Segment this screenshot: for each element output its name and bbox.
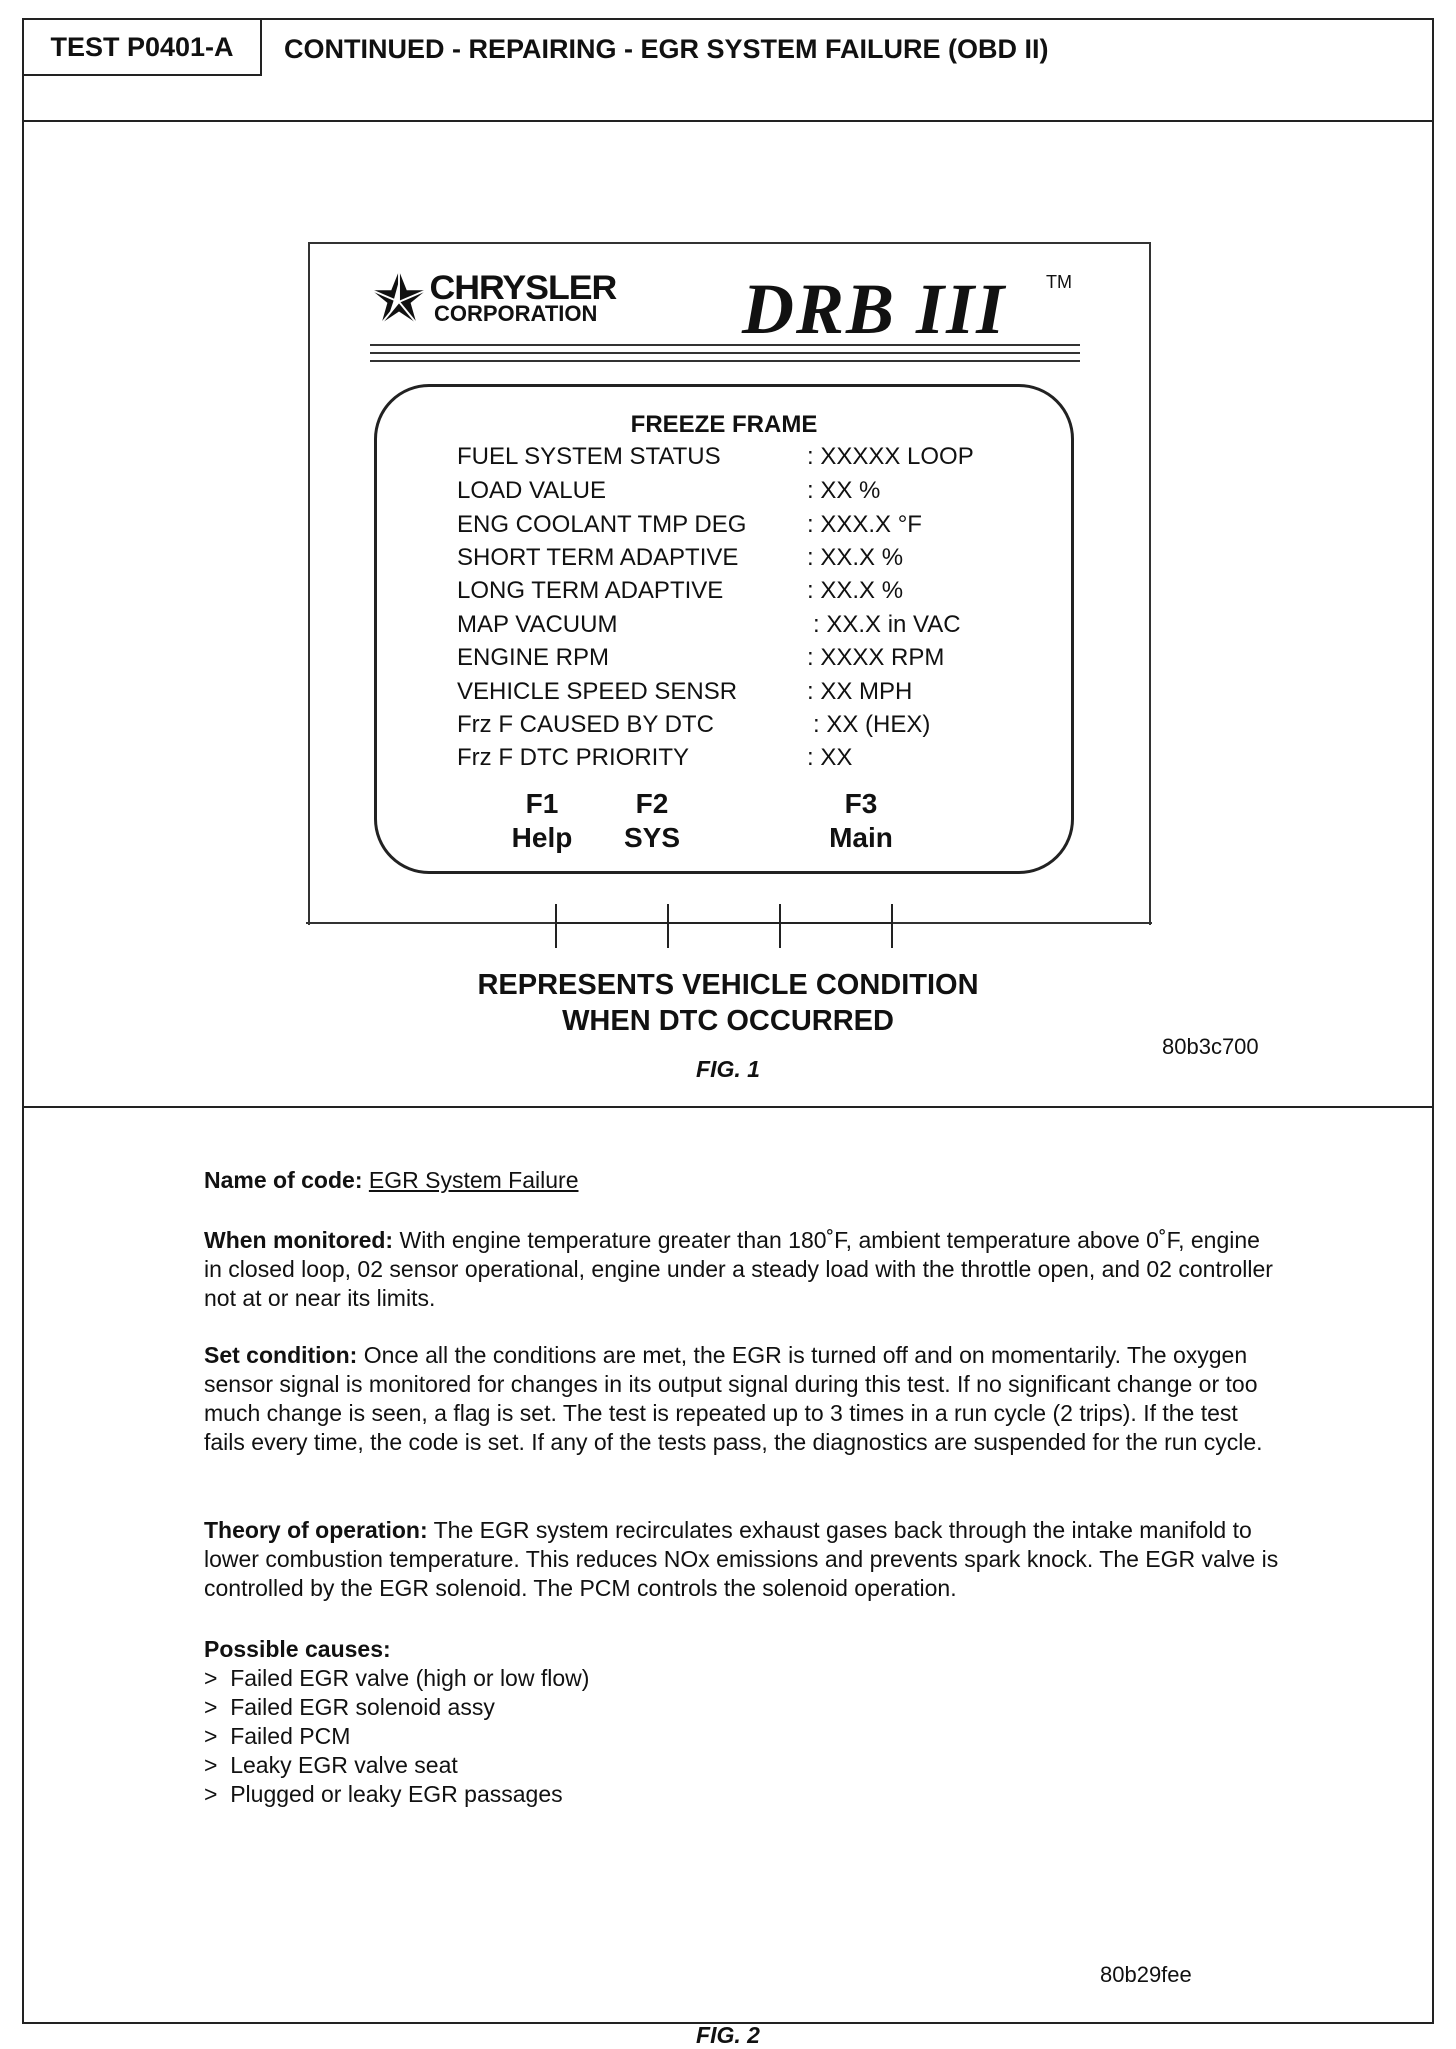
annotation-line-2: WHEN DTC OCCURRED [562,1005,894,1037]
logo-text [429,269,617,326]
possible-causes-heading [204,1635,1284,1664]
row-value: : XX.X % [807,577,904,604]
list-item: > Failed EGR solenoid assy [204,1693,589,1722]
annotation-line-1: REPRESENTS VEHICLE CONDITION [477,969,979,1001]
divider-rule [370,360,1080,362]
test-id: TEST P0401-A [50,31,234,62]
figure-2-caption: FIG. 2 [696,2022,760,2048]
row-value: : XXX.X °F [807,511,922,538]
name-of-code-label: Name of code: [204,1167,363,1193]
when-monitored-paragraph [204,1226,1284,1313]
row-label: LOAD VALUE [457,477,606,504]
f2-sys-key [592,787,712,855]
freeze-frame-row [457,644,1057,674]
condition-annotation [24,967,1432,1039]
freeze-frame-row [457,711,1057,741]
row-label: MAP VACUUM [457,611,618,638]
name-of-code-paragraph [204,1166,1284,1195]
drb-brand: DRB III [742,269,1007,349]
set-condition-text: Once all the conditions are met, the EGR is turned off and on momentarily. The oxygen sensor signal is monitored for changes in its output signal during this test. If no significant change or too much change is seen, a flag is set. The test is repeated up to 3 times in a run cycle (2 trips). If the test fails every time, the code is set. If any of the tests pass, the diagnostics are suspended for the run cycle. [204,1342,1263,1455]
freeze-frame-row [457,611,1057,641]
row-value: : XX.X % [807,544,904,571]
pentastar-icon [370,269,428,327]
callout-tick [779,904,781,948]
row-label: SHORT TERM ADAPTIVE [457,544,739,571]
f2-key-label: F2 [635,788,669,819]
freeze-frame-title: FREEZE FRAME [630,411,818,438]
row-value: : XX MPH [807,678,913,705]
list-item: > Leaky EGR valve seat [204,1751,589,1780]
freeze-frame-row [457,443,1057,473]
when-monitored-text: With engine temperature greater than 180˚F, ambient temperature above 0˚F, engine in closed loop, 02 sensor operational, engine under a steady load with the throttle open, and 02 controller not at or near its limits. [204,1227,1273,1311]
row-value: : XXXX RPM [807,644,945,671]
theory-paragraph [204,1516,1284,1603]
set-condition-paragraph [204,1341,1284,1457]
freeze-frame-row [457,744,1057,774]
divider-rule [370,352,1080,354]
freeze-frame-row [457,511,1057,541]
row-label: LONG TERM ADAPTIVE [457,577,724,604]
drb-panel [308,242,1151,925]
figure-1-code: 80b3c700 [1162,1034,1259,1059]
logo-line-corporation: CORPORATION [434,301,598,326]
f1-key-action: Help [511,822,573,853]
row-value: : XX [807,744,853,771]
row-label: Frz F DTC PRIORITY [457,744,689,771]
freeze-frame-row [457,544,1057,574]
theory-label: Theory of operation: [204,1517,428,1543]
callout-bracket [555,922,893,924]
set-condition-label: Set condition: [204,1342,358,1368]
freeze-frame-screen [374,384,1074,874]
test-id-box [24,20,262,76]
figure-2-section [24,1108,1432,2048]
row-label: ENG COOLANT TMP DEG [457,511,747,538]
row-value: : XXXXX LOOP [807,443,974,470]
row-value: : XX.X in VAC [813,611,961,638]
theory-text: The EGR system recirculates exhaust gases back through the intake manifold to lower combustion temperature. This reduces NOx emissions and prevents spark knock. The EGR valve is controlled by the EGR solenoid. The PCM controls the solenoid operation. [204,1517,1279,1601]
freeze-frame-row [457,477,1057,507]
row-label: Frz F CAUSED BY DTC [457,711,714,738]
list-item: > Plugged or leaky EGR passages [204,1780,589,1809]
list-item: > Failed PCM [204,1722,589,1751]
f3-main-key [801,787,921,855]
f1-help-key [482,787,602,855]
f3-key-action: Main [829,822,893,853]
row-label: VEHICLE SPEED SENSR [457,678,738,705]
callout-tick [891,904,893,948]
figure-1-caption: FIG. 1 [696,1056,760,1082]
row-value: : XX % [807,477,881,504]
page-title: CONTINUED - REPAIRING - EGR SYSTEM FAILURE (OBD II) [284,34,1049,64]
name-of-code-value: EGR System Failure [368,1167,579,1193]
figure-2-code: 80b29fee [1100,1962,1192,1987]
chrysler-logo [370,269,617,327]
f3-key-label: F3 [844,788,878,819]
f1-key-label: F1 [525,788,559,819]
logo-line-chrysler: CHRYSLER [429,269,617,307]
row-value: : XX (HEX) [813,711,931,738]
possible-causes-label: Possible causes: [204,1636,391,1662]
when-monitored-label: When monitored: [204,1227,394,1253]
trademark-mark: TM [1046,272,1072,292]
list-item: > Failed EGR valve (high or low flow) [204,1664,589,1693]
callout-tick [555,904,557,948]
figure-1-section [24,122,1432,1108]
freeze-frame-row [457,577,1057,607]
divider-rule [370,344,1080,346]
freeze-frame-row [457,678,1057,708]
possible-causes-list [204,1664,589,1809]
page-frame [22,18,1434,2048]
f2-key-action: SYS [623,822,681,853]
header-row [24,20,1432,122]
row-label: ENGINE RPM [457,644,610,671]
row-label: FUEL SYSTEM STATUS [457,443,721,470]
callout-tick [667,904,669,948]
